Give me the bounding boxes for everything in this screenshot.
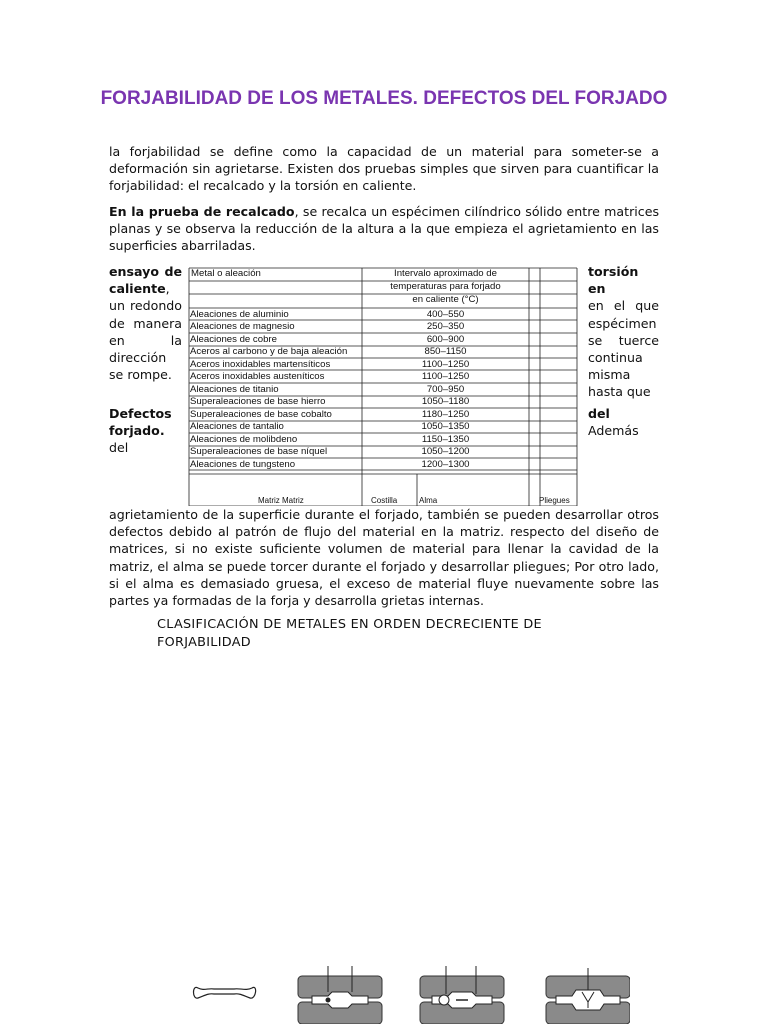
- footer-costilla: Costilla: [371, 496, 398, 505]
- forging-defect-figures: [190, 966, 630, 1024]
- classification-heading: CLASIFICACIÓN DE METALES EN ORDEN DECRECIENTE DE FORJABILIDAD: [157, 617, 542, 650]
- right-column-top: [588, 263, 659, 401]
- left-bold-2: Defectos forjado.: [109, 406, 172, 439]
- row-range: 400–550: [426, 309, 465, 320]
- row-metal: Superaleaciones de base hierro: [190, 396, 326, 407]
- row-range: 1100–1250: [421, 359, 470, 370]
- row-range: 250–350: [426, 321, 465, 332]
- die-figure-1: [298, 966, 382, 1024]
- page-title: FORJABILIDAD DE LOS METALES. DEFECTOS DEL FORJADO: [100, 88, 668, 109]
- left-text-1: , un redondo de manera en la dirección se rompe.: [109, 281, 182, 383]
- recalcado-lead: En la prueba de recalcado: [109, 204, 295, 219]
- die-figure-3: [546, 968, 630, 1024]
- row-range: 600–900: [426, 334, 465, 345]
- row-metal: Aleaciones de tungsteno: [190, 459, 296, 470]
- row-metal: Superaleaciones de base níquel: [190, 446, 328, 457]
- intro-paragraph: la forjabilidad se define como la capacidad de un material para someter-se a deformación sin agrietarse. Existen dos pruebas simples que sirven para cuantificar la forjabilidad: el recalcado y la torsión en caliente.: [109, 144, 659, 194]
- left-bold-1: ensayo de caliente: [109, 264, 182, 297]
- footer-pliegues: Pliegues: [539, 496, 570, 505]
- left-column-top: [109, 263, 182, 383]
- row-range: 1050–1180: [421, 396, 470, 407]
- row-metal: Aleaciones de aluminio: [190, 309, 289, 320]
- defects-paragraph: agrietamiento de la superficie durante el forjado, también se pueden desarrollar otros defectos debido al patrón de flujo del material en la matriz. respecto del diseño de matrices, si no existe suficiente volumen de material para llenar la cavidad de la matriz, el alma se puede torcer durante el forjado y desarrollar pliegues; Por otro lado, si el alma es demasiado gruesa, el exceso de material fluye nuevamente sobre las partes ya formadas de la forja y desarrolla grietas internas.: [109, 507, 659, 609]
- right-bold-2: del: [588, 406, 610, 421]
- row-metal: Aleaciones de magnesio: [190, 321, 295, 332]
- forging-figures-svg: [190, 966, 630, 1024]
- header-metal: Metal o aleación: [191, 268, 261, 279]
- footer-matriz: Matriz Matriz: [258, 496, 304, 505]
- row-metal: Aceros al carbono y de baja aleación: [190, 346, 348, 357]
- row-metal: Aleaciones de tantalio: [190, 421, 284, 432]
- recalcado-text: , se recalca un espécimen cilíndrico sólido entre matrices planas y se observa la reducción de la altura a la que empieza el agrietamiento en las superficies abarriladas.: [109, 204, 660, 254]
- forging-temperature-table: [188, 266, 578, 506]
- right-column-bottom: [588, 405, 659, 439]
- row-metal: Aleaciones de titanio: [190, 384, 279, 395]
- row-metal: Aceros inoxidables martensíticos: [190, 359, 331, 370]
- row-range: 850–1150: [424, 346, 467, 357]
- header-range-1: Intervalo aproximado de: [394, 268, 497, 279]
- row-range: 1200–1300: [421, 459, 470, 470]
- recalcado-paragraph: [109, 203, 659, 255]
- row-range: 1050–1350: [421, 421, 470, 432]
- right-text-1: en el que espécimen se tuerce continua misma hasta que: [588, 298, 659, 400]
- row-range: 700–950: [426, 384, 465, 395]
- row-range: 1100–1250: [421, 371, 470, 382]
- header-range-3: en caliente (°C): [412, 294, 479, 305]
- row-range: 1150–1350: [421, 434, 470, 445]
- row-range: 1050–1200: [421, 446, 470, 457]
- left-column-bottom: [109, 405, 182, 457]
- right-text-2: Además: [588, 423, 639, 439]
- row-metal: Superaleaciones de base cobalto: [190, 409, 332, 420]
- row-range: 1180–1250: [421, 409, 470, 420]
- header-range-2: temperaturas para forjado: [390, 281, 501, 292]
- right-bold-1: torsión en: [588, 264, 639, 297]
- die-figure-2: [420, 966, 504, 1024]
- row-metal: Aleaciones de cobre: [190, 334, 277, 345]
- forged-part-figure: [194, 987, 256, 998]
- left-text-2: del: [109, 440, 129, 456]
- row-metal: Aceros inoxidables austeníticos: [190, 371, 325, 382]
- footer-alma: Alma: [419, 496, 438, 505]
- row-metal: Aleaciones de molibdeno: [190, 434, 298, 445]
